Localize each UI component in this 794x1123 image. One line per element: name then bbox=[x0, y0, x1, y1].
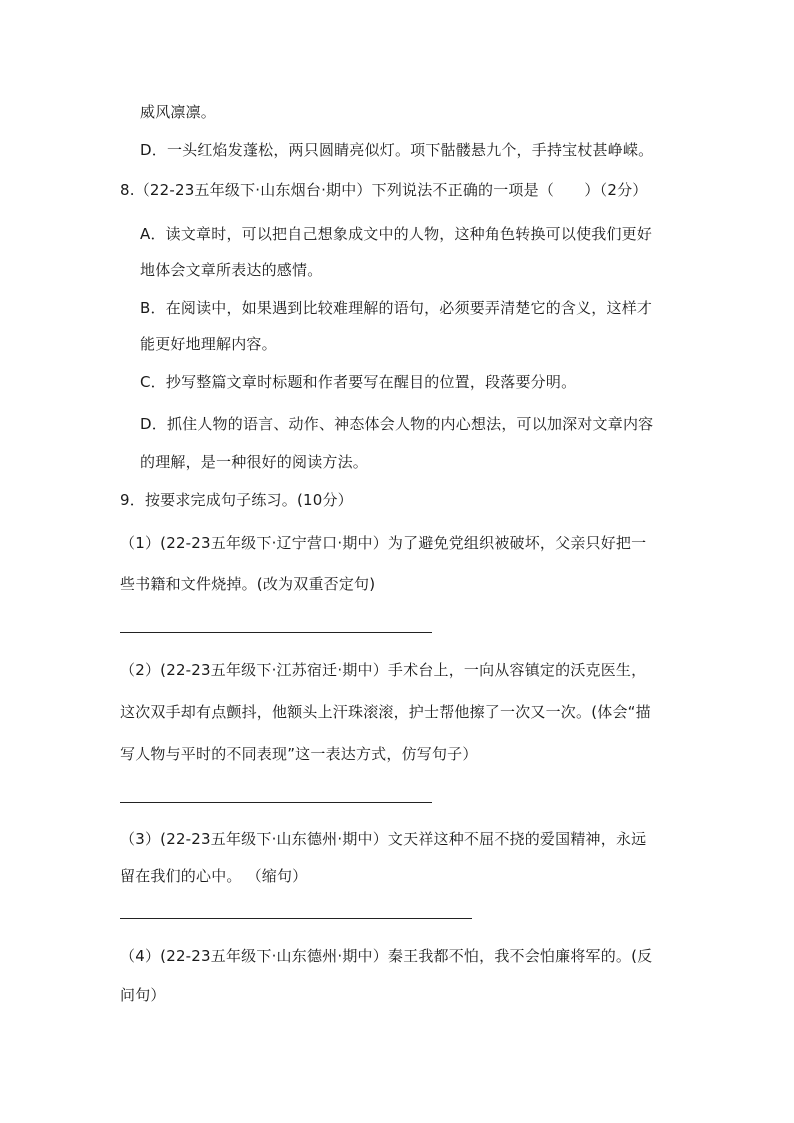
q8-option-b-line1: B．在阅读中，如果遇到比较难理解的语句，必须要弄清楚它的含义，这样才 bbox=[140, 299, 653, 317]
q9-sentence3-line2: 留在我们的心中。 （缩句） bbox=[120, 867, 308, 885]
q9-sentence1-line1: （1）(22-23五年级下·辽宁营口·期中）为了避免党组织被破坏，父亲只好把一 bbox=[120, 534, 647, 552]
q8-option-a-line2: 地体会文章所表达的感情。 bbox=[140, 261, 323, 279]
q9-answer-line-1[interactable] bbox=[120, 632, 432, 633]
q8-option-c: C．抄写整篇文章时标题和作者要写在醒目的位置，段落要分明。 bbox=[140, 373, 577, 391]
q8-option-b-line2: 能更好地理解内容。 bbox=[140, 335, 277, 353]
q8-option-d-line1: D．抓住人物的语言、动作、神态体会人物的内心想法，可以加深对文章内容 bbox=[140, 415, 654, 433]
q9-sentence2-line3: 写人物与平时的不同表现”这一表达方式，仿写句子） bbox=[120, 745, 478, 763]
q9-sentence4-line2: 问句） bbox=[120, 986, 166, 1004]
q9-answer-line-3[interactable] bbox=[120, 918, 472, 919]
q9-sentence2-line2: 这次双手却有点颤抖，他额头上汗珠滚滚，护士帮他擦了一次又一次。(体会“描 bbox=[120, 703, 651, 721]
q9-sentence2-line1: （2）(22-23五年级下·江苏宿迁·期中）手术台上，一向从容镇定的沃克医生， bbox=[120, 661, 647, 679]
q9-stem: 9．按要求完成句子练习。(10分） bbox=[120, 491, 353, 509]
q7-option-d: D．一头红焰发蓬松，两只圆睛亮似灯。项下骷髅悬九个，手持宝杖甚峥嵘。 bbox=[140, 141, 654, 159]
q8-option-d-line2: 的理解，是一种很好的阅读方法。 bbox=[140, 453, 369, 471]
q8-stem: 8.（22-23五年级下·山东烟台·期中）下列说法不正确的一项是（ ）（2分） bbox=[120, 181, 648, 199]
q9-sentence3-line1: （3）(22-23五年级下·山东德州·期中）文天祥这种不屈不挠的爱国精神，永远 bbox=[120, 830, 647, 848]
q9-answer-line-2[interactable] bbox=[120, 802, 432, 803]
q7-option-c-continuation: 威风凛凛。 bbox=[140, 103, 217, 121]
q8-option-a-line1: A．读文章时，可以把自己想象成文中的人物，这种角色转换可以使我们更好 bbox=[140, 225, 653, 243]
q9-sentence4-line1: （4）(22-23五年级下·山东德州·期中）秦王我都不怕，我不会怕廉将军的。(反 bbox=[120, 947, 653, 965]
q9-sentence1-line2: 些书籍和文件烧掉。(改为双重否定句) bbox=[120, 575, 376, 593]
